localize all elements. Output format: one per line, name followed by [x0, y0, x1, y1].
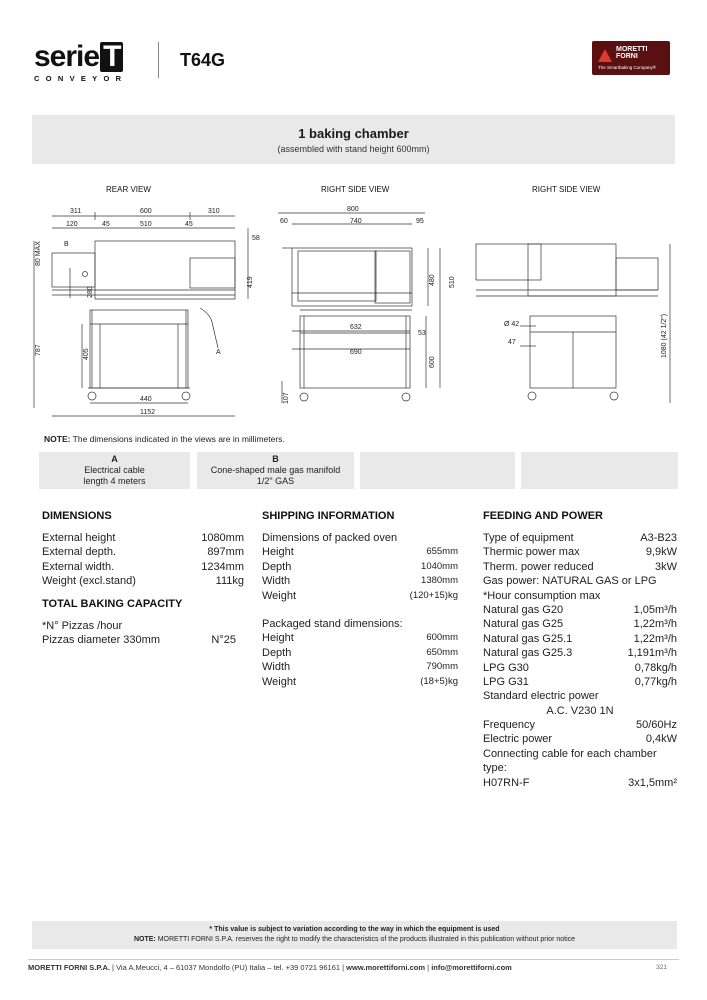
dim-280: 280: [87, 286, 94, 298]
rear-view-label: REAR VIEW: [106, 185, 151, 194]
dim-b: B: [64, 241, 69, 248]
dim-800: 800: [347, 206, 359, 213]
serie-t-logo: [34, 42, 127, 83]
feed-row: *Hour consumption max: [483, 589, 601, 602]
note-label: NOTE:: [44, 434, 71, 444]
feed-row: Natural gas G25.3 1,191m³/h: [483, 647, 677, 660]
cable-row: H07RN-F 3x1,5mm²: [483, 776, 677, 789]
dim-60: 60: [280, 218, 288, 225]
stand-row: Width 790mm: [262, 661, 458, 674]
dim-80max: 80 MAX: [35, 241, 42, 266]
dim-1080: 1080 (42 1/2"): [661, 313, 668, 358]
footer-note-line1: * This value is subject to variation according to the way in which the equipment is used: [209, 926, 500, 933]
dim-45a: 45: [102, 221, 110, 228]
dimensions-note: [44, 434, 285, 444]
dim-53: 53: [418, 330, 426, 337]
footer-note: [32, 921, 677, 949]
feed-row: Natural gas G25.1 1,22m³/h: [483, 632, 677, 645]
feed-row: Thermic power max 9,9kW: [483, 546, 677, 559]
oven-heading: Dimensions of packed oven: [262, 532, 398, 544]
page-subtitle: (assembled with stand height 600mm): [277, 144, 430, 154]
moretti-forni-logo: [592, 41, 670, 75]
capacity-title: TOTAL BAKING CAPACITY: [42, 597, 183, 610]
right-side-view-label-2: RIGHT SIDE VIEW: [532, 185, 601, 194]
feed-row: Electric power 0,4kW: [483, 733, 677, 746]
feeding-section: [483, 510, 677, 790]
footer-note-label: NOTE:: [133, 936, 156, 943]
dim-120: 120: [66, 221, 78, 228]
stand-row: Weight (18+5)kg: [262, 675, 458, 688]
right-side-view-label-1: RIGHT SIDE VIEW: [321, 185, 390, 194]
drawings-svg: [30, 198, 680, 423]
oven-row: Weight (120+15)kg: [262, 589, 458, 602]
footer-note-line2: MORETTI FORNI S.P.A. reserves the right to modify the characteristics of the products illustrated in this publication without prior notice: [157, 936, 576, 943]
dim-107: 107: [283, 392, 290, 404]
title-band: [32, 115, 675, 164]
feed-row: Therm. power reduced 3kW: [483, 560, 677, 573]
note-text: The dimensions indicated in the views are in millimeters.: [72, 434, 285, 444]
dim-480: 480: [429, 274, 436, 286]
page-number: 321: [656, 964, 667, 971]
dim-405: 405: [83, 348, 90, 360]
dim-row: Weight (excl.stand) 111kg: [42, 575, 244, 588]
page-title: 1 baking chamber: [298, 126, 409, 141]
dimensions-section: [42, 510, 244, 647]
logo-tagline: The Smartbaking Company®: [598, 65, 657, 70]
technical-drawings: [30, 198, 680, 423]
feed-row: Frequency 50/60Hz: [483, 719, 677, 732]
footer: [28, 963, 512, 972]
feed-row: Standard electric power: [483, 690, 599, 703]
cable-heading: Connecting cable for each chamber type:: [483, 747, 657, 775]
feed-row: LPG G30 0,78kg/h: [483, 661, 677, 674]
dim-1152: 1152: [140, 409, 156, 416]
dim-58: 58: [252, 235, 260, 242]
dim-510: 510: [140, 221, 152, 228]
dimensions-title: DIMENSIONS: [42, 510, 112, 522]
dim-740: 740: [350, 218, 362, 225]
flame-icon: [598, 49, 612, 62]
oven-row: Height 655mm: [262, 546, 458, 559]
dim-600-stand: 600: [429, 356, 436, 368]
shipping-title: SHIPPING INFORMATION: [262, 510, 395, 522]
feed-row: Natural gas G20 1,05m³/h: [483, 603, 677, 616]
dim-row: External height 1080mm: [42, 532, 244, 544]
dim-440: 440: [140, 396, 152, 403]
capacity-row: *N° Pizzas /hour: [42, 619, 123, 632]
dim-310: 310: [208, 208, 220, 215]
model-name: T64G: [180, 50, 226, 70]
capacity-row: Pizzas diameter 330mm N°25: [42, 633, 236, 646]
feeding-title: FEEDING AND POWER: [483, 510, 603, 522]
oven-row: Width 1380mm: [262, 575, 458, 588]
right-side-view-1-drawing: [278, 213, 440, 403]
logo-line1: MORETTI: [616, 46, 648, 53]
dim-row: External width. 1234mm: [42, 560, 244, 573]
footer-company: MORETTI FORNI S.P.A.: [28, 963, 110, 972]
footer-email-link[interactable]: info@morettiforni.com: [431, 963, 512, 972]
feed-row: LPG G31 0,77kg/h: [483, 675, 677, 688]
logo-line2: FORNI: [616, 53, 638, 60]
footer-sep: |: [425, 963, 432, 972]
dim-690: 690: [350, 349, 362, 356]
stand-heading: Packaged stand dimensions:: [262, 617, 403, 630]
stand-row: Height 600mm: [262, 632, 458, 645]
footer-web-link[interactable]: www.morettiforni.com: [346, 963, 426, 972]
page-header: [0, 0, 707, 100]
stand-row: Depth 650mm: [262, 646, 458, 659]
dim-47: 47: [508, 339, 516, 346]
dim-510: 510: [449, 276, 456, 288]
legend-box-empty-2: [521, 452, 678, 489]
shipping-section: [262, 510, 458, 689]
legend-box-empty-1: [360, 452, 515, 489]
dim-d42: Ø 42: [504, 321, 520, 328]
dim-787: 787: [35, 344, 42, 356]
brand-letter: T: [100, 42, 123, 72]
legend-box-b: B Cone-shaped male gas manifold 1/2" GAS: [197, 452, 354, 489]
dim-632: 632: [350, 324, 362, 331]
dim-95: 95: [416, 218, 424, 225]
header-divider: [158, 42, 159, 78]
dim-311: 311: [70, 208, 82, 215]
footer-address: | Via A.Meucci, 4 – 61037 Mondolfo (PU) Italia – tel. +39 0721 96161 |: [109, 963, 347, 972]
dim-a: A: [216, 349, 221, 356]
brand-word: serie: [34, 40, 100, 73]
dim-419: 419: [247, 276, 254, 288]
legend-box-a: A Electrical cable length 4 meters: [39, 452, 190, 489]
brand-sub: CONVEYOR: [34, 74, 128, 83]
dim-45b: 45: [185, 221, 193, 228]
feed-row: Natural gas G25 1,22m³/h: [483, 618, 677, 631]
oven-row: Depth 1040mm: [262, 560, 458, 573]
footer-divider: [28, 959, 679, 960]
dim-600: 600: [140, 208, 152, 215]
feed-row: Type of equipment A3-B23: [483, 532, 677, 544]
dim-row: External depth. 897mm: [42, 546, 244, 559]
voltage: A.C. V230 1N: [546, 704, 614, 717]
feed-row: Gas power: NATURAL GAS or LPG: [483, 575, 657, 588]
